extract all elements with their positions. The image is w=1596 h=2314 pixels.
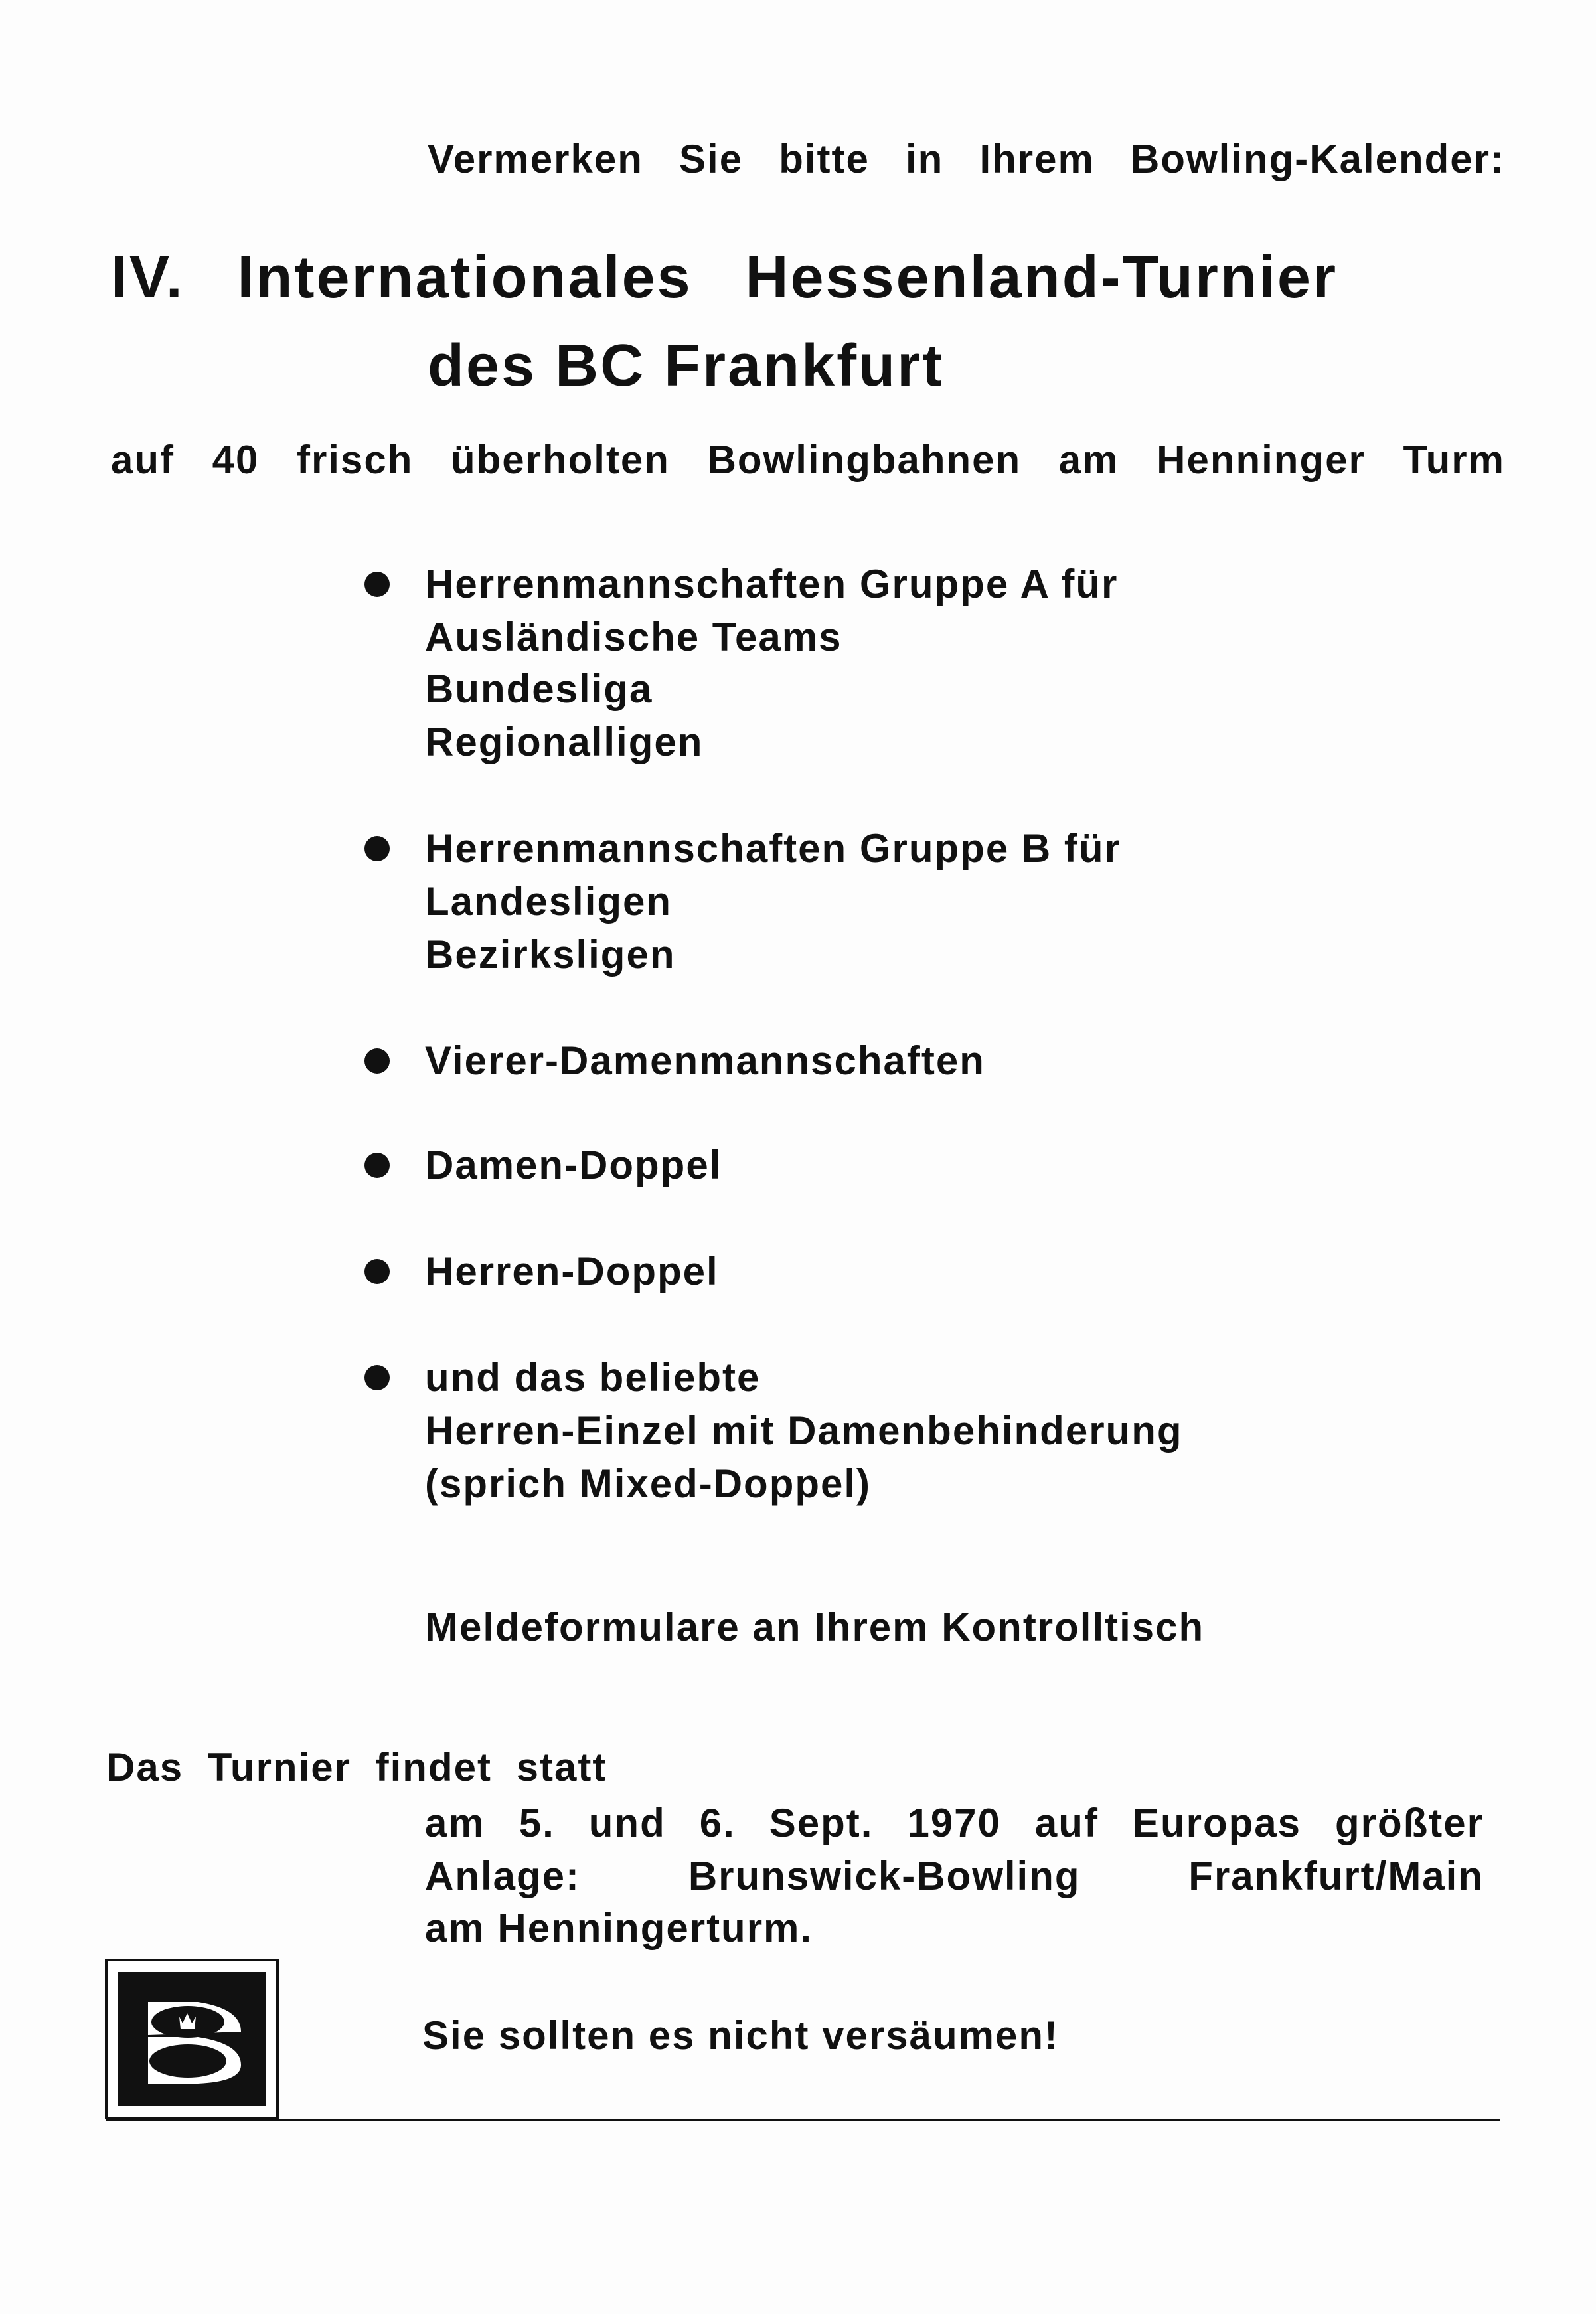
list-item: Damen-Doppel (425, 1143, 722, 1187)
list-item: Vierer-Damenmannschaften (425, 1038, 985, 1083)
list-item: Ausländische Teams (425, 615, 842, 659)
page-title: IV. Internationales Hessenland-Turnier (111, 244, 1338, 311)
header-note: Vermerken Sie bitte in Ihrem Bowling-Kalender: (428, 137, 1505, 181)
list-item: Landesligen (425, 879, 673, 924)
brunswick-logo (105, 1959, 279, 2119)
bullet-icon (364, 1153, 390, 1178)
bullet-icon (364, 836, 390, 861)
venue-location: Anlage: Brunswick-Bowling Frankfurt/Main (425, 1854, 1484, 1898)
bullet-icon (364, 1365, 390, 1390)
bottom-divider (106, 2119, 1500, 2121)
venue-location-2: am Henningerturm. (425, 1906, 813, 1950)
venue-date: am 5. und 6. Sept. 1970 auf Europas größter (425, 1801, 1484, 1845)
list-item: (sprich Mixed-Doppel) (425, 1461, 872, 1506)
list-item: und das beliebte (425, 1355, 761, 1400)
list-item: Regionalligen (425, 720, 704, 764)
list-item: Bundesliga (425, 667, 653, 711)
bullet-icon (364, 572, 390, 597)
list-item: Herren-Doppel (425, 1249, 719, 1293)
bullet-icon (364, 1048, 390, 1074)
bullet-icon (364, 1259, 390, 1284)
list-item: Herrenmannschaften Gruppe A für (425, 562, 1119, 606)
venue-intro: Das Turnier findet statt (106, 1745, 607, 1789)
list-item: Herren-Einzel mit Damenbehinderung (425, 1408, 1183, 1453)
list-item: Herrenmannschaften Gruppe B für (425, 826, 1121, 870)
list-item: Bezirksligen (425, 932, 676, 977)
subtitle: auf 40 frisch überholten Bowlingbahnen am Henninger Turm (111, 438, 1505, 482)
page-title-line2: des BC Frankfurt (428, 333, 945, 399)
registration-note: Meldeformulare an Ihrem Kontrolltisch (425, 1605, 1205, 1649)
closing-text: Sie sollten es nicht versäumen! (422, 2013, 1059, 2058)
brunswick-b-crown-icon (118, 1972, 260, 2101)
